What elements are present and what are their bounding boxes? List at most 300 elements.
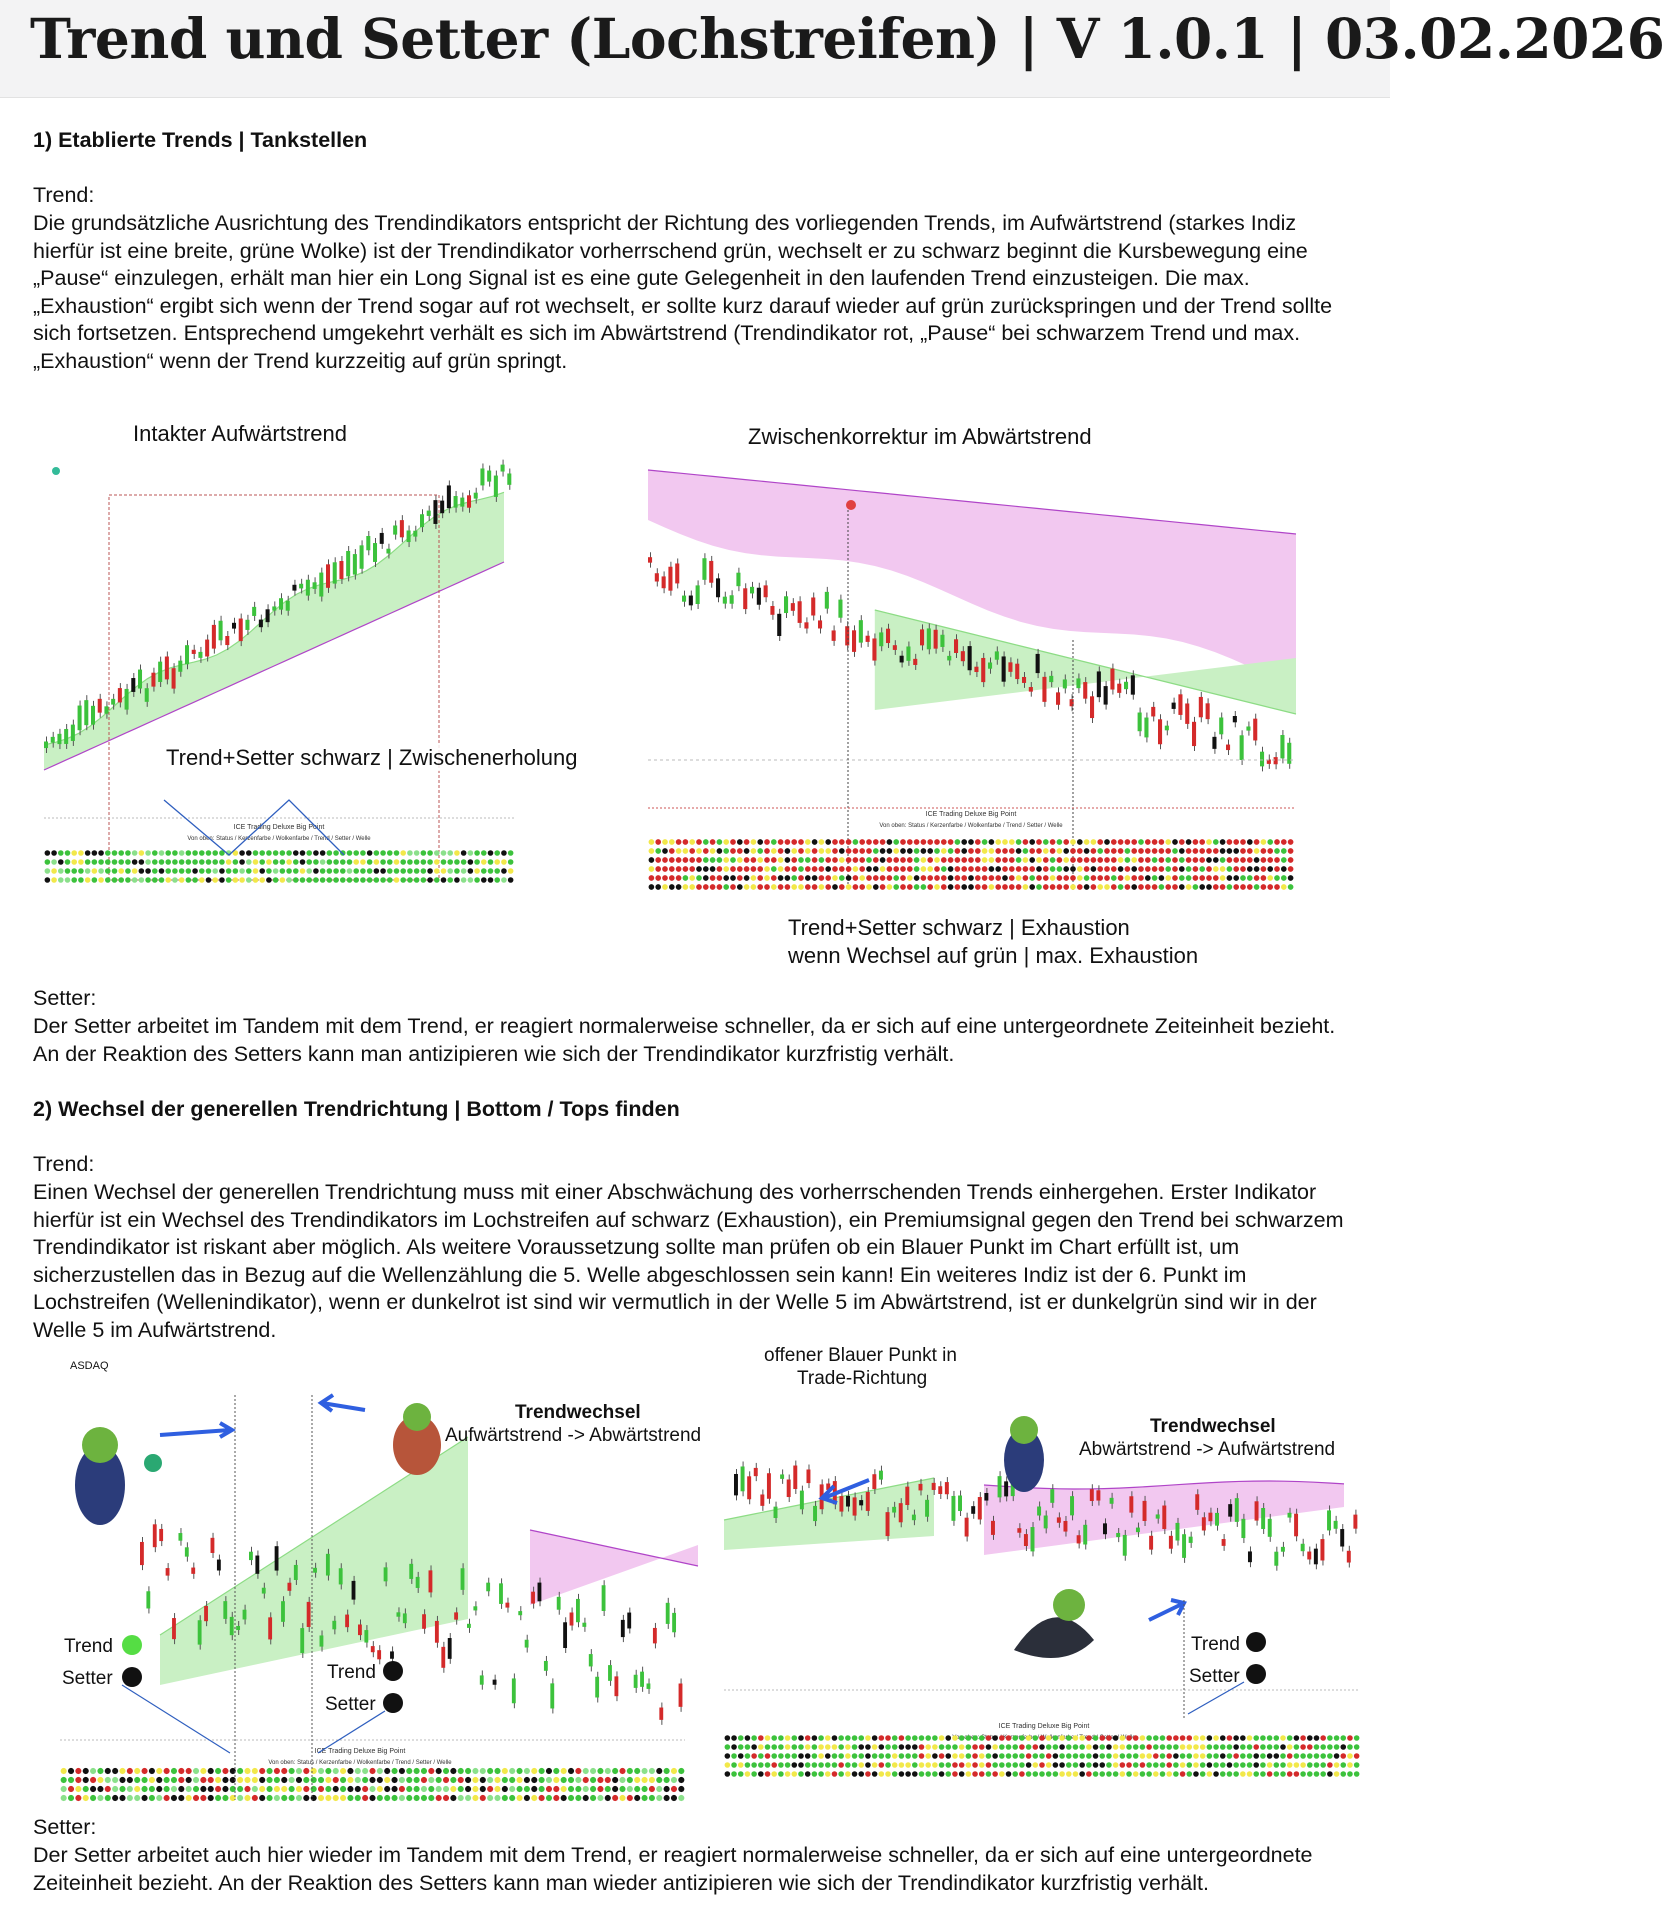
candle (1015, 664, 1019, 679)
candle (1104, 686, 1108, 704)
candle (448, 1638, 452, 1659)
strip-dot (1166, 1762, 1172, 1768)
strip-dot (925, 1744, 931, 1750)
strip-dot (494, 1795, 500, 1801)
strip-dot (112, 850, 118, 856)
strip-dot (921, 857, 927, 863)
strip-dot (553, 1777, 559, 1783)
strip-dot (244, 1768, 250, 1774)
strip-dot (353, 877, 359, 883)
strip-dot (1053, 1753, 1059, 1759)
strip-dot (253, 877, 259, 883)
strip-dot (215, 1768, 221, 1774)
strip-dot (778, 1753, 784, 1759)
strip-dot (1213, 875, 1219, 881)
strip-dot (461, 877, 467, 883)
strip-dot (318, 1768, 324, 1774)
strip-dot (669, 875, 675, 881)
strip-dot (1126, 1771, 1132, 1777)
candle (146, 1591, 150, 1608)
candle (159, 1529, 163, 1541)
strip-dot (219, 868, 225, 874)
strip-dot (1220, 848, 1226, 854)
strip-dot (872, 1762, 878, 1768)
strip-dot (678, 1786, 684, 1792)
strip-dot (253, 859, 259, 865)
strip-dot (1274, 884, 1280, 890)
strip-dot (274, 1768, 280, 1774)
strip-dot (374, 859, 380, 865)
strip-dot (955, 839, 961, 845)
strip-dot (75, 1786, 81, 1792)
strip-dot (1227, 839, 1233, 845)
candle (899, 1503, 903, 1522)
candle (563, 1622, 567, 1648)
strip-dot (447, 859, 453, 865)
strip-dot (671, 1768, 677, 1774)
strip-dot (771, 875, 777, 881)
strip-dot (1009, 857, 1015, 863)
strip-dot (119, 1786, 125, 1792)
strip-dot (458, 1768, 464, 1774)
signal-dot (846, 500, 856, 510)
candle (675, 563, 679, 583)
strip-dot (172, 850, 178, 856)
strip-dot (1043, 839, 1049, 845)
strip-legend: Von oben: Status / Kerzenfarbe / Wolkenfarbe / Trend / Setter / Welle (187, 836, 371, 842)
strip-dot (85, 859, 91, 865)
strip-dot (119, 1768, 125, 1774)
candle (460, 498, 464, 507)
strip-dot (436, 1777, 442, 1783)
candle (951, 1496, 955, 1521)
strip-dot (156, 1795, 162, 1801)
strip-dot (832, 839, 838, 845)
candle (838, 600, 842, 618)
strip-dot (852, 1753, 858, 1759)
strip-dot (683, 848, 689, 854)
candle (319, 573, 323, 597)
candle (1116, 1533, 1120, 1537)
candle (940, 635, 944, 647)
strip-dot (927, 857, 933, 863)
strip-dot (1320, 1771, 1326, 1777)
candle (275, 1546, 279, 1570)
strip-dot (968, 839, 974, 845)
candle (454, 1612, 458, 1619)
strip-dot (1091, 848, 1097, 854)
strip-dot (259, 1777, 265, 1783)
strip-dot (1267, 875, 1273, 881)
strip-dot (394, 877, 400, 883)
strip-dot (655, 848, 661, 854)
strip-dot (1039, 1744, 1045, 1750)
strip-dot (454, 868, 460, 874)
strip-dot (1166, 1744, 1172, 1750)
strip-dot (1261, 848, 1267, 854)
strip-dot (1113, 1762, 1119, 1768)
strip-dot (825, 1744, 831, 1750)
strip-dot (798, 866, 804, 872)
strip-dot (149, 1768, 155, 1774)
strip-dot (1059, 1744, 1065, 1750)
strip-dot (474, 850, 480, 856)
strip-dot (1046, 1735, 1052, 1741)
candle (281, 1601, 285, 1622)
strip-dot (1334, 1771, 1340, 1777)
strip-dot (1120, 1744, 1126, 1750)
candle (1037, 1506, 1041, 1515)
strip-dot (771, 1744, 777, 1750)
strip-dot (1063, 866, 1069, 872)
strip-dot (384, 1777, 390, 1783)
strip-dot (280, 877, 286, 883)
strip-dot (61, 1777, 67, 1783)
candle (1022, 677, 1026, 683)
strip-dot (1016, 848, 1022, 854)
strip-dot (1354, 1744, 1360, 1750)
strip-dot (58, 850, 64, 856)
candle (1165, 726, 1169, 731)
strip-dot (406, 1795, 412, 1801)
candle (531, 1592, 535, 1604)
strip-dot (1193, 1771, 1199, 1777)
candle (525, 1640, 529, 1648)
strip-dot (145, 868, 151, 874)
strip-dot (939, 1771, 945, 1777)
strip-dot (1077, 857, 1083, 863)
strip-dot (819, 884, 825, 890)
strip-dot (215, 1777, 221, 1783)
strip-dot (669, 839, 675, 845)
strip-dot (83, 1795, 89, 1801)
strip-dot (839, 857, 845, 863)
chart3-setter-word-2: Setter (325, 1694, 376, 1715)
candle (386, 549, 390, 554)
strip-dot (678, 1777, 684, 1783)
strip-dot (979, 1771, 985, 1777)
strip-dot (791, 857, 797, 863)
strip-dot (905, 1744, 911, 1750)
strip-dot (226, 868, 232, 874)
strip-dot (164, 1786, 170, 1792)
strip-dot (465, 1768, 471, 1774)
strip-dot (125, 850, 131, 856)
strip-dot (745, 1744, 751, 1750)
strip-dot (179, 850, 185, 856)
strip-dot (172, 868, 178, 874)
strip-dot (524, 1777, 530, 1783)
strip-dot (1247, 866, 1253, 872)
strip-dot (1050, 857, 1056, 863)
strip-dot (689, 839, 695, 845)
strip-dot (1193, 866, 1199, 872)
strip-dot (165, 877, 171, 883)
candle (777, 614, 781, 636)
strip-dot (1070, 884, 1076, 890)
strip-dot (1294, 1771, 1300, 1777)
strip-dot (266, 1786, 272, 1792)
strip-dot (656, 1768, 662, 1774)
strip-dot (1029, 848, 1035, 854)
strip-dot (1019, 1762, 1025, 1768)
strip-dot (751, 884, 757, 890)
strip-dot (866, 866, 872, 872)
strip-dot (472, 1786, 478, 1792)
candle (965, 1518, 969, 1537)
strip-dot (656, 1795, 662, 1801)
strip-dot (730, 857, 736, 863)
strip-dot (1288, 884, 1294, 890)
strip-dot (1152, 866, 1158, 872)
strip-dot (791, 875, 797, 881)
strip-dot (367, 868, 373, 874)
strip-dot (751, 875, 757, 881)
strip-dot (1347, 1735, 1353, 1741)
strip-dot (1267, 1762, 1273, 1768)
strip-dot (664, 1777, 670, 1783)
strip-dot (825, 866, 831, 872)
strip-dot (78, 859, 84, 865)
strip-dot (266, 877, 272, 883)
strip-dot (327, 877, 333, 883)
blue-point-note-2: Trade-Richtung (797, 1368, 928, 1389)
candle (1212, 737, 1216, 749)
candle (153, 1524, 157, 1547)
candle (494, 476, 498, 497)
strip-dot (1043, 875, 1049, 881)
strip-dot (1079, 1771, 1085, 1777)
strip-dot (1009, 839, 1015, 845)
strip-dot (1227, 884, 1233, 890)
strip-dot (561, 1777, 567, 1783)
strip-dot (662, 884, 668, 890)
candle (1131, 675, 1135, 694)
strip-dot (1104, 857, 1110, 863)
candle (172, 668, 176, 688)
strip-dot (785, 848, 791, 854)
strip-dot (731, 1735, 737, 1741)
strip-dot (1118, 839, 1124, 845)
strip-dot (656, 1786, 662, 1792)
strip-dot (1165, 857, 1171, 863)
strip-dot (757, 884, 763, 890)
strip-dot (1053, 1771, 1059, 1777)
strip-dot (1247, 884, 1253, 890)
strip-dot (1280, 1735, 1286, 1741)
strip-dot (771, 1735, 777, 1741)
strip-dot (757, 857, 763, 863)
section1-trend-text: Die grundsätzliche Ausrichtung des Trendindikators entspricht der Richtung des vorliegenden Trends, im Aufwärtstrend (starkes Indiz hierfür ist eine breite, grüne Wolke) ist der Trendindikator vorherrschend grün, wechselt er zu schwarz beginnt die Kursbewegung eine „Pause“ einzulegen, erhält man hier ein Long Signal ist es eine gute Gelegenheit in den laufenden Trend einzusteigen. Die max. „Exhaustion“ ergibt sich wenn der Trend sogar auf rot wechselt, er sollte kurz darauf wieder auf grün zurückspringen und der Trend sollte sich fortsetzen. Entsprechend umgekehrt verhält es sich im Abwärtstrend (Trendindikator rot, „Pause“ bei schwarzem Trend und max. „Exhaustion“ wenn der Trend kurzzeitig auf grün springt. (33, 211, 1333, 373)
strip-dot (246, 868, 252, 874)
ichimoku-cloud (530, 1530, 698, 1605)
strip-dot (1240, 1744, 1246, 1750)
candle (804, 622, 808, 628)
candle (958, 1496, 962, 1512)
strip-dot (273, 850, 279, 856)
strip-dot (266, 859, 272, 865)
strip-dot (1267, 1735, 1273, 1741)
candle (409, 1564, 413, 1579)
strip-dot (1126, 1753, 1132, 1759)
strip-dot (1267, 866, 1273, 872)
strip-dot (226, 877, 232, 883)
candle (879, 1471, 883, 1480)
strip-dot (778, 848, 784, 854)
strip-dot (1200, 1753, 1206, 1759)
strip-dot (1152, 848, 1158, 854)
strip-dot (758, 1771, 764, 1777)
strip-dot (649, 857, 655, 863)
strip-dot (1300, 1753, 1306, 1759)
strip-dot (481, 850, 487, 856)
candle (407, 530, 411, 542)
strip-dot (237, 1768, 243, 1774)
strip-dot (125, 868, 131, 874)
candle (550, 1683, 554, 1708)
candle (1274, 1552, 1278, 1566)
candle (538, 1583, 542, 1602)
strip-dot (1260, 1771, 1266, 1777)
strip-dot (792, 1771, 798, 1777)
strip-dot (1113, 1735, 1119, 1741)
strip-dot (1200, 1771, 1206, 1777)
strip-dot (281, 1795, 287, 1801)
strip-dot (327, 868, 333, 874)
strip-dot (414, 1795, 420, 1801)
strip-dot (118, 850, 124, 856)
strip-dot (1207, 1744, 1213, 1750)
strip-dot (925, 1753, 931, 1759)
strip-dot (1233, 1762, 1239, 1768)
candle (696, 585, 700, 604)
strip-dot (1260, 1735, 1266, 1741)
strip-dot (487, 1786, 493, 1792)
strip-dot (778, 884, 784, 890)
strip-dot (778, 1771, 784, 1777)
strip-dot (1059, 1753, 1065, 1759)
strip-dot (1254, 866, 1260, 872)
strip-dot (655, 884, 661, 890)
candle (420, 514, 424, 527)
strip-dot (999, 1744, 1005, 1750)
strip-dot (893, 866, 899, 872)
strip-dot (494, 1786, 500, 1792)
strip-dot (360, 877, 366, 883)
candle (236, 1626, 240, 1630)
strip-dot (655, 866, 661, 872)
strip-dot (738, 1753, 744, 1759)
strip-dot (1120, 1735, 1126, 1741)
strip-dot (259, 1795, 265, 1801)
strip-dot (1320, 1762, 1326, 1768)
strip-dot (999, 1762, 1005, 1768)
candle (906, 646, 910, 660)
strip-dot (676, 857, 682, 863)
strip-dot (553, 1795, 559, 1801)
strip-dot (1023, 875, 1029, 881)
strip-dot (873, 866, 879, 872)
strip-dot (959, 1753, 965, 1759)
strip-dot (1012, 1753, 1018, 1759)
strip-dot (948, 857, 954, 863)
strip-dot (846, 875, 852, 881)
chart3-subtitle: Aufwärtstrend -> Abwärtstrend (445, 1425, 702, 1446)
strip-dot (239, 859, 245, 865)
candle (1222, 1539, 1226, 1546)
strip-dot (159, 859, 165, 865)
candle (839, 1496, 843, 1511)
strip-dot (58, 877, 64, 883)
strip-dot (1079, 1735, 1085, 1741)
strip-dot (858, 1744, 864, 1750)
strip-dot (846, 866, 852, 872)
strip-dot (171, 1786, 177, 1792)
strip-dot (360, 850, 366, 856)
strip-dot (771, 839, 777, 845)
candle (872, 1474, 876, 1489)
strip-dot (178, 1768, 184, 1774)
strip-dot (893, 884, 899, 890)
strip-dot (873, 848, 879, 854)
candle (486, 1583, 490, 1592)
strip-dot (925, 1771, 931, 1777)
strip-dot (669, 848, 675, 854)
strip-dot (1347, 1744, 1353, 1750)
strip-dot (832, 1735, 838, 1741)
strip-dot (78, 868, 84, 874)
strip-dot (1104, 848, 1110, 854)
candle (64, 729, 68, 744)
candle (345, 1615, 349, 1628)
strip-dot (414, 877, 420, 883)
strip-dot (1023, 866, 1029, 872)
strip-dot (340, 877, 346, 883)
strip-dot (472, 1777, 478, 1783)
candle (467, 495, 471, 507)
strip-dot (152, 850, 158, 856)
strip-dot (583, 1777, 589, 1783)
trend-dot-black (383, 1661, 403, 1681)
strip-dot (590, 1795, 596, 1801)
strip-dot (568, 1768, 574, 1774)
strip-dot (1165, 839, 1171, 845)
strip-dot (1307, 1771, 1313, 1777)
strip-dot (286, 868, 292, 874)
strip-dot (1340, 1744, 1346, 1750)
strip-dot (982, 884, 988, 890)
strip-dot (1274, 839, 1280, 845)
strip-dot (1111, 866, 1117, 872)
strip-dot (934, 839, 940, 845)
strip-dot (152, 868, 158, 874)
chart4-subtitle: Abwärtstrend -> Aufwärtstrend (1079, 1439, 1336, 1460)
strip-dot (465, 1786, 471, 1792)
strip-dot (1160, 1762, 1166, 1768)
strip-title: ICE Trading Deluxe Big Point (998, 1723, 1090, 1730)
candle (723, 597, 727, 604)
candle (1248, 1551, 1252, 1562)
strip-dot (968, 866, 974, 872)
candle (679, 1684, 683, 1707)
candle (886, 629, 890, 643)
strip-dot (972, 1771, 978, 1777)
strip-dot (414, 1777, 420, 1783)
strip-dot (703, 857, 709, 863)
strip-dot (347, 1786, 353, 1792)
strip-dot (751, 1753, 757, 1759)
strip-dot (597, 1786, 603, 1792)
